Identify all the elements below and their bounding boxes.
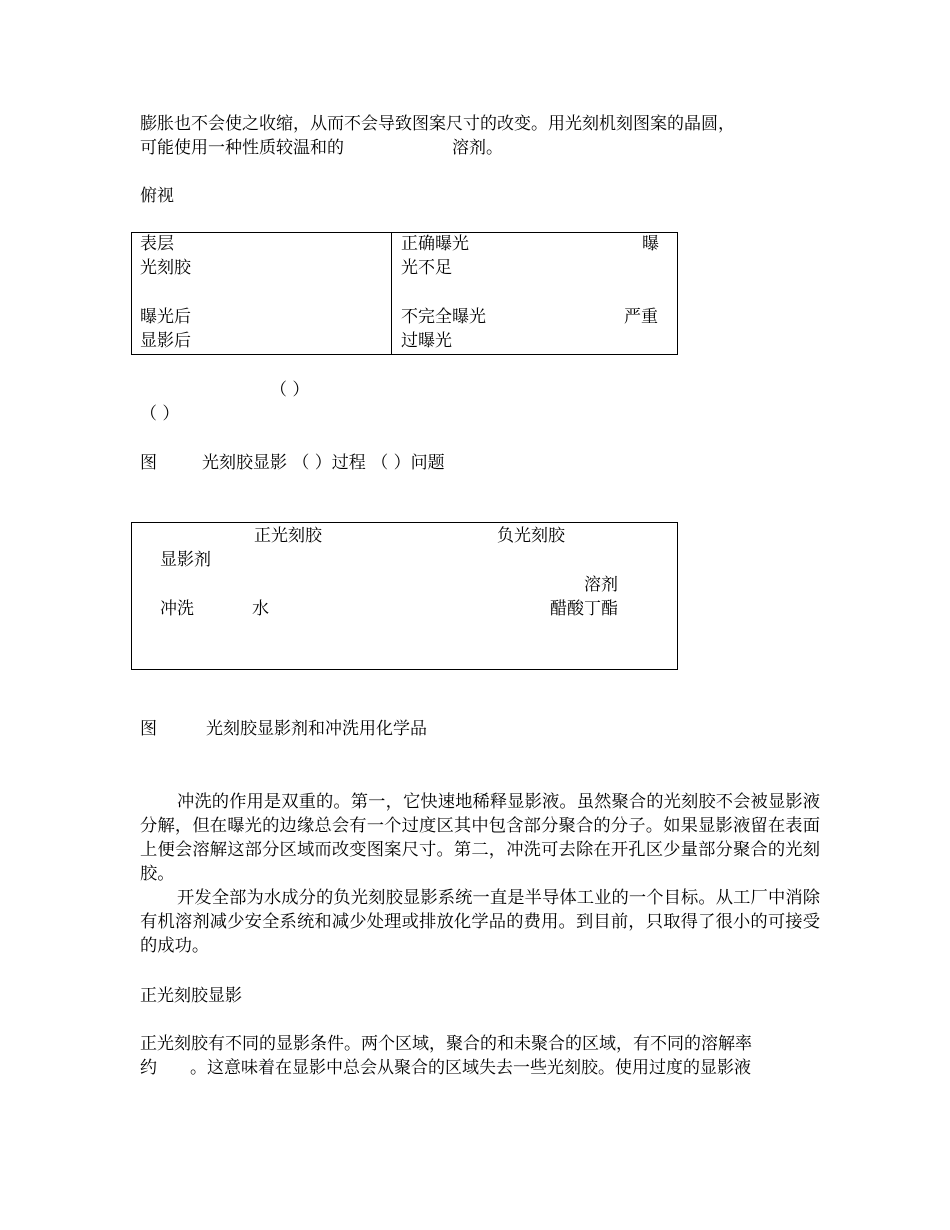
table-header: 负光刻胶 [497,526,565,546]
body-text [140,790,820,958]
table-divider [391,232,392,355]
figure-label: 图 [140,453,157,473]
table-cell: 正确曝光 [401,234,469,254]
table-cell: 严重 [624,307,658,327]
text-line: 正光刻胶有不同的显影条件。两个区域，聚合的和未聚合的区域，有不同的溶解率 [140,1034,752,1054]
table-cell: 曝 [642,234,659,254]
text-line: 约 [140,1058,157,1078]
paragraph: 冲洗的作用是双重的。第一，它快速地稀释显影液。虽然聚合的光刻胶不会被显影液分解，但在曝光的边缘总会有一个过度区其中包含部分聚合的分子。如果显影液留在表面上便会溶解这部分区域而改变图案尺寸。第二，冲洗可去除在开孔区少量部分聚合的光刻胶。 [140,792,820,884]
table-cell: 溶剂 [584,575,618,595]
table-header: 正光刻胶 [254,526,322,546]
view-label: 俯视 [140,186,174,206]
table-cell: 曝光后 [140,307,191,327]
table-cell: 不完全曝光 [401,307,486,327]
paren-label: （ ） [270,380,310,400]
figure-caption: 光刻胶显影 （ ）过程 （ ）问题 [202,453,445,473]
text-line: 可能使用一种性质较温和的 [140,138,344,158]
table-cell: 醋酸丁酯 [550,599,618,619]
text-line: 膨胀也不会使之收缩，从而不会导致图案尺寸的改变。用光刻机刻图案的晶圆， [140,114,735,134]
table-cell: 水 [252,599,269,619]
figure-caption: 光刻胶显影剂和冲洗用化学品 [206,719,427,739]
figure-label: 图 [140,719,157,739]
table-row-label: 冲洗 [160,599,194,619]
table-row-label: 显影剂 [160,550,211,570]
table-cell: 过曝光 [401,331,452,351]
table-cell: 光不足 [401,258,452,278]
paren-label: （ ） [140,404,180,424]
section-heading: 正光刻胶显影 [140,986,242,1006]
table-cell: 表层 [140,234,174,254]
table-cell: 显影后 [140,331,191,351]
text-line: 。这意味着在显影中总会从聚合的区域失去一些光刻胶。使用过度的显影液 [190,1058,751,1078]
text-line: 溶剂。 [452,138,503,158]
table-cell: 光刻胶 [140,258,191,278]
paragraph: 开发全部为水成分的负光刻胶显影系统一直是半导体工业的一个目标。从工厂中消除有机溶剂减少安全系统和减少处理或排放化学品的费用。到目前，只取得了很小的可接受的成功。 [140,888,820,956]
